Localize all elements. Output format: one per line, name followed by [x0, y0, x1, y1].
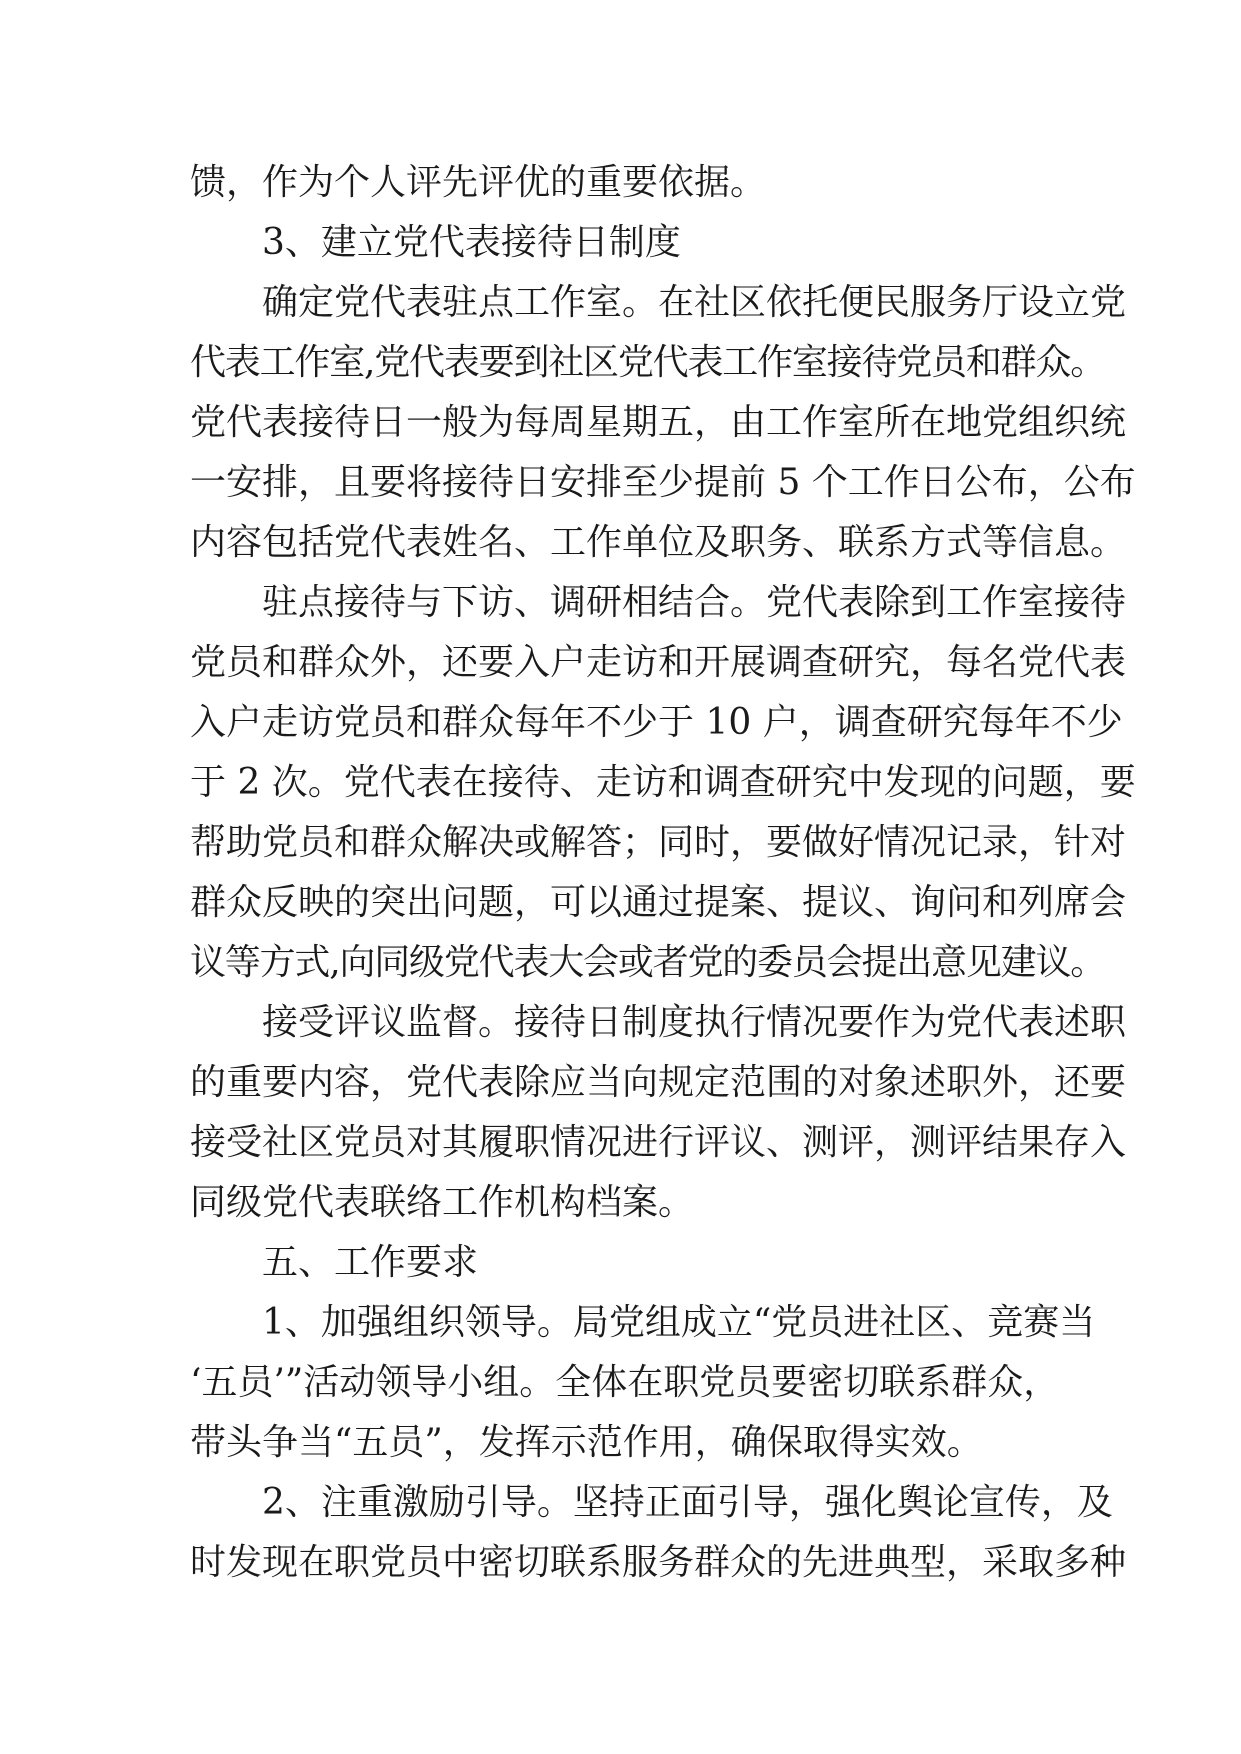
text-line: 1、加强组织领导。局党组成立“党员进社区、竞赛当	[190, 1302, 1096, 1343]
text-line: 于 2 次。党代表在接待、走访和调查研究中发现的问题，要	[190, 762, 1136, 803]
section-heading: 3、建立党代表接待日制度	[190, 222, 681, 263]
text-line: 时发现在职党员中密切联系服务群众的先进典型，采取多种	[190, 1542, 1127, 1583]
text-line: 党员和群众外，还要入户走访和开展调查研究，每名党代表	[190, 642, 1127, 683]
text-line: 入户走访党员和群众每年不少于 10 户，调查研究每年不少	[190, 702, 1123, 743]
text-line: ‘五员’”活动领导小组。全体在职党员要密切联系群众，	[190, 1362, 1060, 1403]
text-line: 党代表接待日一般为每周星期五，由工作室所在地党组织统	[190, 402, 1127, 443]
text-line: 一安排，且要将接待日安排至少提前 5 个工作日公布，公布	[190, 462, 1136, 503]
text-line: 的重要内容，党代表除应当向规定范围的对象述职外，还要	[190, 1062, 1127, 1103]
text-line: 代表工作室,党代表要到社区党代表工作室接待党员和群众。	[190, 342, 1106, 383]
document-body	[190, 153, 1136, 1593]
text-line: 驻点接待与下访、调研相结合。党代表除到工作室接待	[190, 582, 1127, 623]
text-line: 同级党代表联络工作机构档案。	[190, 1182, 695, 1223]
text-line: 群众反映的突出问题，可以通过提案、提议、询问和列席会	[190, 882, 1127, 923]
text-line: 接受评议监督。接待日制度执行情况要作为党代表述职	[190, 1002, 1127, 1043]
text-line: 带头争当“五员”，发挥示范作用，确保取得实效。	[190, 1422, 983, 1463]
text-line: 议等方式,向同级党代表大会或者党的委员会提出意见建议。	[190, 942, 1106, 983]
text-line: 帮助党员和群众解决或解答；同时，要做好情况记录，针对	[190, 822, 1127, 863]
text-line: 接受社区党员对其履职情况进行评议、测评，测评结果存入	[190, 1122, 1127, 1163]
section-heading: 五、工作要求	[190, 1242, 479, 1283]
text-line: 内容包括党代表姓名、工作单位及职务、联系方式等信息。	[190, 522, 1127, 563]
text-line: 2、注重激励引导。坚持正面引导，强化舆论宣传，及	[190, 1482, 1113, 1523]
text-line: 馈，作为个人评先评优的重要依据。	[190, 162, 767, 203]
text-line: 确定党代表驻点工作室。在社区依托便民服务厅设立党	[190, 282, 1127, 323]
